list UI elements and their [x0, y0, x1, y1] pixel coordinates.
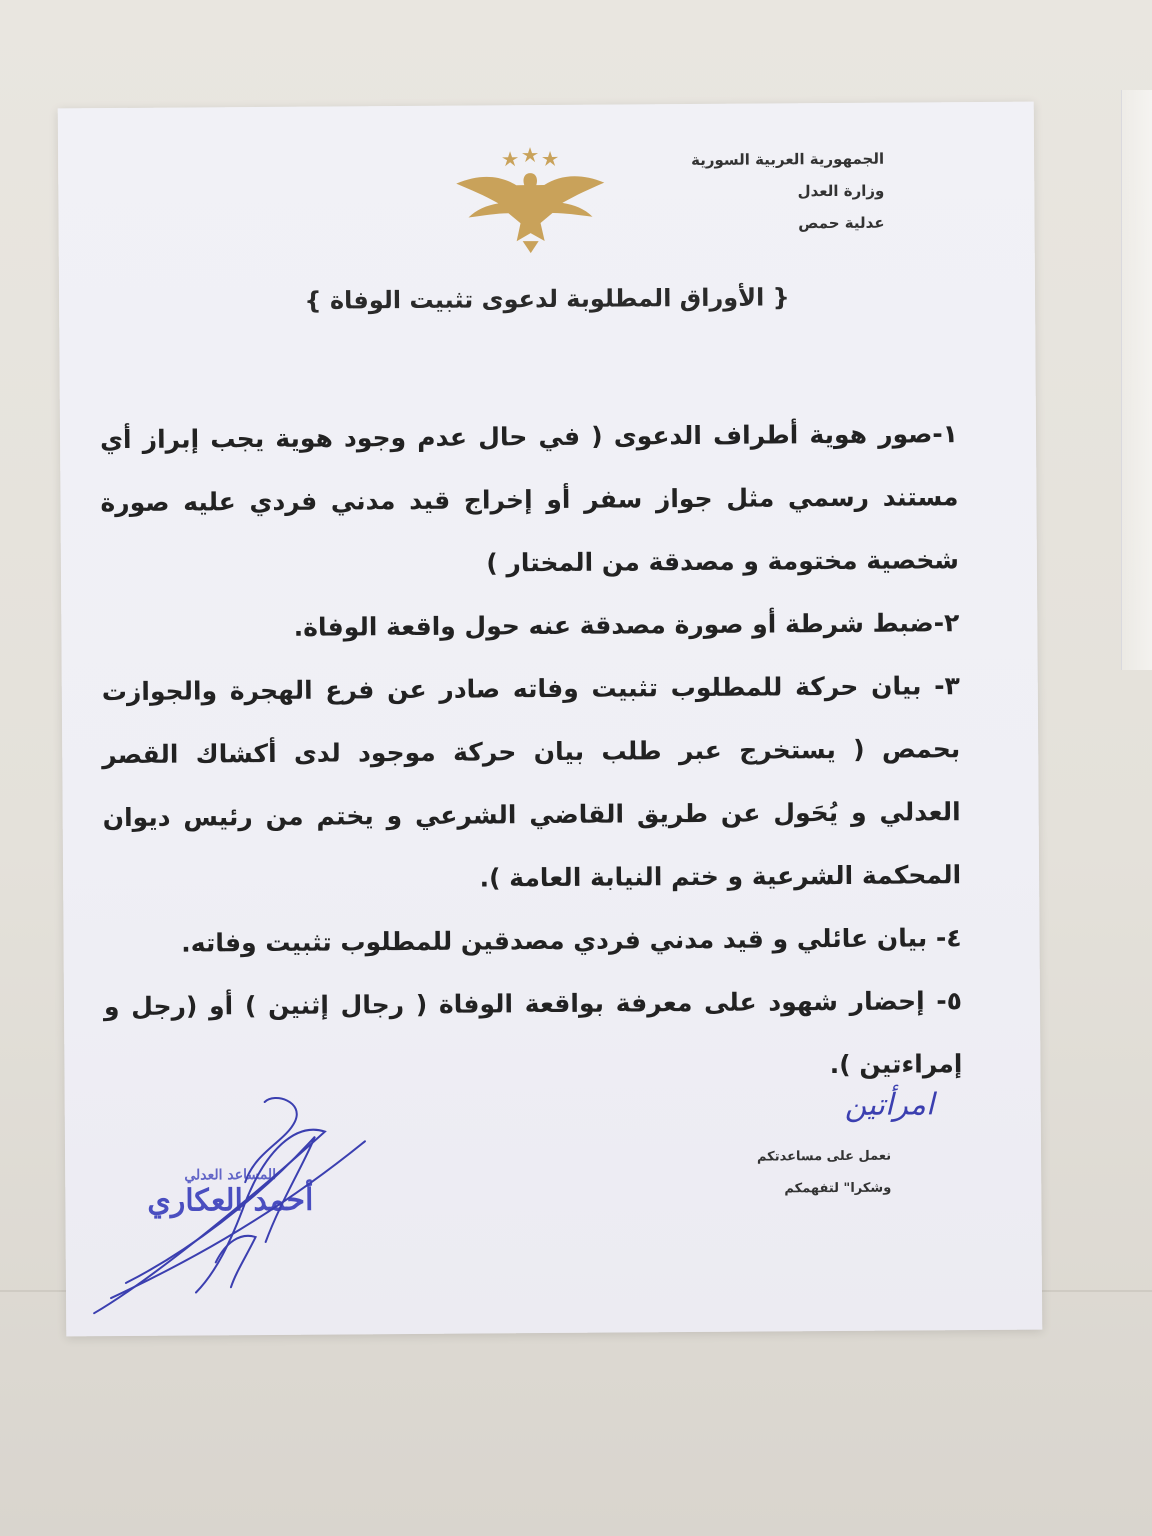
closing-line: وشكرا" لتفهمكم: [784, 1180, 892, 1197]
letterhead: [691, 143, 885, 240]
letterhead-court: عدلية حمص: [798, 213, 885, 233]
eagle-emblem-icon: [450, 145, 611, 256]
document-page: [58, 102, 1043, 1337]
letterhead-country: الجمهورية العربية السورية: [691, 149, 885, 170]
list-item: ٥- إحضار شهود على معرفة بواقعة الوفاة ( رجال إثنين ) أو (رجل و إمراءتين ).: [103, 986, 963, 1080]
stamp-name: أحمد العكاري: [147, 1182, 314, 1219]
list-item: ١-صور هوية أطراف الدعوى ( في حال عدم وجود هوية يجب إبراز أي مستند رسمي مثل جواز سفر أو إخراج قيد مدني فردي عليه صورة شخصية مختومة و مصدقة من المختار ): [99, 419, 959, 578]
list-item: ٢-ضبط شرطة أو صورة مصدقة عنه حول واقعة الوفاة.: [293, 608, 960, 642]
list-item: ٣- بيان حركة للمطلوب تثبيت وفاته صادر عن فرع الهجرة والجوازت بحمص ( يستخرج عبر طلب بيان حركة موجود لدى أكشاك القصر العدلي و يُحَول عن طريق القاضي الشرعي و يختم من رئيس ديوان المحكمة الشرعية و ختم النيابة العامة ).: [101, 671, 962, 893]
stamp-title: المساعد العدلي: [184, 1166, 277, 1184]
tape-strip: [1121, 90, 1152, 670]
closing-line: نعمل على مساعدتكم: [756, 1148, 892, 1165]
list-item: ٤- بيان عائلي و قيد مدني فردي مصدقين للمطلوب تثبيت وفاته.: [181, 923, 962, 958]
closing-block: [757, 1141, 892, 1206]
signature-icon: [65, 1091, 447, 1354]
letterhead-ministry: وزارة العدل: [797, 181, 885, 201]
requirements-list: [100, 402, 963, 1101]
handwritten-note: امرأتين: [844, 1087, 935, 1123]
document-title: { الأوراق المطلوبة لدعوى تثبيت الوفاة }: [304, 283, 790, 315]
